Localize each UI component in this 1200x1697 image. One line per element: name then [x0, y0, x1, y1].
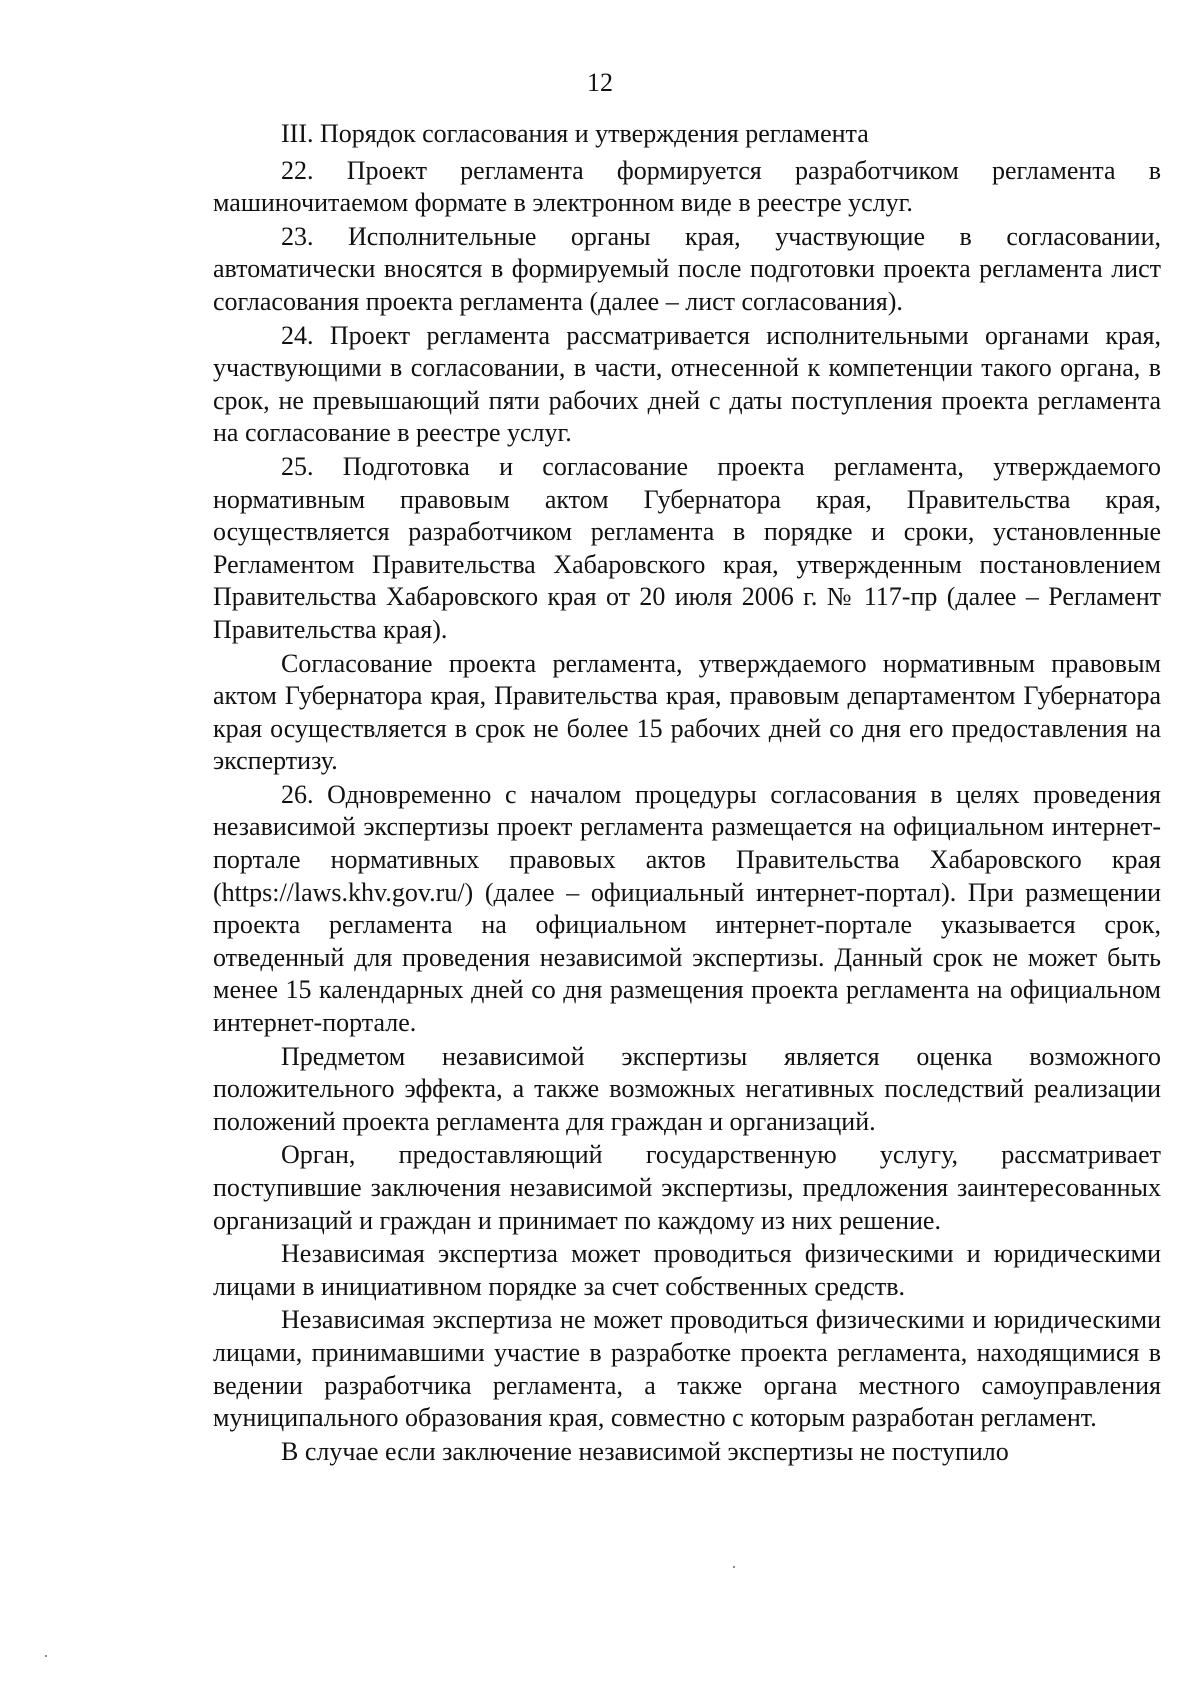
- paragraph-25: 25. Подготовка и согласование проекта регламента, утверждаемого нормативным правовым актом Губернатора края, Правительства края, осуществляется разработчиком регламента в порядке и сроки, установленные Регламентом Правительства Хабаровского края, утвержденным постановлением Правительства Хабаровского края от 20 июля 2006 г. № 117-пр (далее – Регламент Правительства края).: [213, 451, 1161, 644]
- paragraph-26-review: Орган, предоставляющий государственную услугу, рассматривает поступившие заключения независимой экспертизы, предложения заинтересованных организаций и граждан и принимает по каждому из них решение.: [213, 1140, 1161, 1235]
- paragraph-26: 26. Одновременно с началом процедуры согласования в целях проведения независимой экспертизы проект регламента размещается на официальном интернет-портале нормативных правовых актов Правительства Хабаровского края (https://laws.khv.gov.ru/) (далее – официальный интернет-портал). При размещении проекта регламента на официальном интернет-портале указывается срок, отведенный для проведения независимой экспертизы. Данный срок не может быть менее 15 календарных дней со дня размещения проекта регламента на официальном интернет-портале.: [213, 779, 1161, 1038]
- paragraph-26-restriction: Независимая экспертиза не может проводиться физическими и юридическими лицами, принимавшими участие в разработке проекта регламента, находящимися в ведении разработчика регламента, а также органа местного самоуправления муниципального образования края, совместно с которым разработан регламент.: [213, 1305, 1161, 1433]
- paragraph-22: 22. Проект регламента формируется разработчиком регламента в машиночитаемом формате в электронном виде в реестре услуг.: [213, 155, 1161, 218]
- paragraph-26-no-conclusion: В случае если заключение независимой экспертизы не поступило: [281, 1436, 1009, 1466]
- section-heading: III. Порядок согласования и утверждения регламента: [281, 119, 869, 148]
- page-number: 12: [587, 68, 613, 97]
- paragraph-23: 23. Исполнительные органы края, участвующие в согласовании, автоматически вносятся в формируемый после подготовки проекта регламента лист согласования проекта регламента (далее – лист согласования).: [213, 221, 1161, 316]
- paragraph-26-subject: Предметом независимой экспертизы является оценка возможного положительного эффекта, а также возможных негативных последствий реализации положений проекта регламента для граждан и организаций.: [213, 1041, 1161, 1136]
- paragraph-25-approval: Согласование проекта регламента, утверждаемого нормативным правовым актом Губернатора края, Правительства края, правовым департаментом Губернатора края осуществляется в срок не более 15 рабочих дней со дня его предоставления на экспертизу.: [213, 648, 1161, 776]
- paragraph-24: 24. Проект регламента рассматривается исполнительными органами края, участвующими в согласовании, в части, отнесенной к компетенции такого органа, в срок, не превышающий пяти рабочих дней с даты поступления проекта регламента на согласование в реестре услуг.: [213, 320, 1161, 448]
- scan-speck: [733, 1566, 735, 1568]
- paragraph-26-initiative: Независимая экспертиза может проводиться физическими и юридическими лицами в инициативном порядке за счет собственных средств.: [213, 1239, 1161, 1301]
- document-body: [213, 118, 1161, 1468]
- scan-speck: [45, 1655, 47, 1657]
